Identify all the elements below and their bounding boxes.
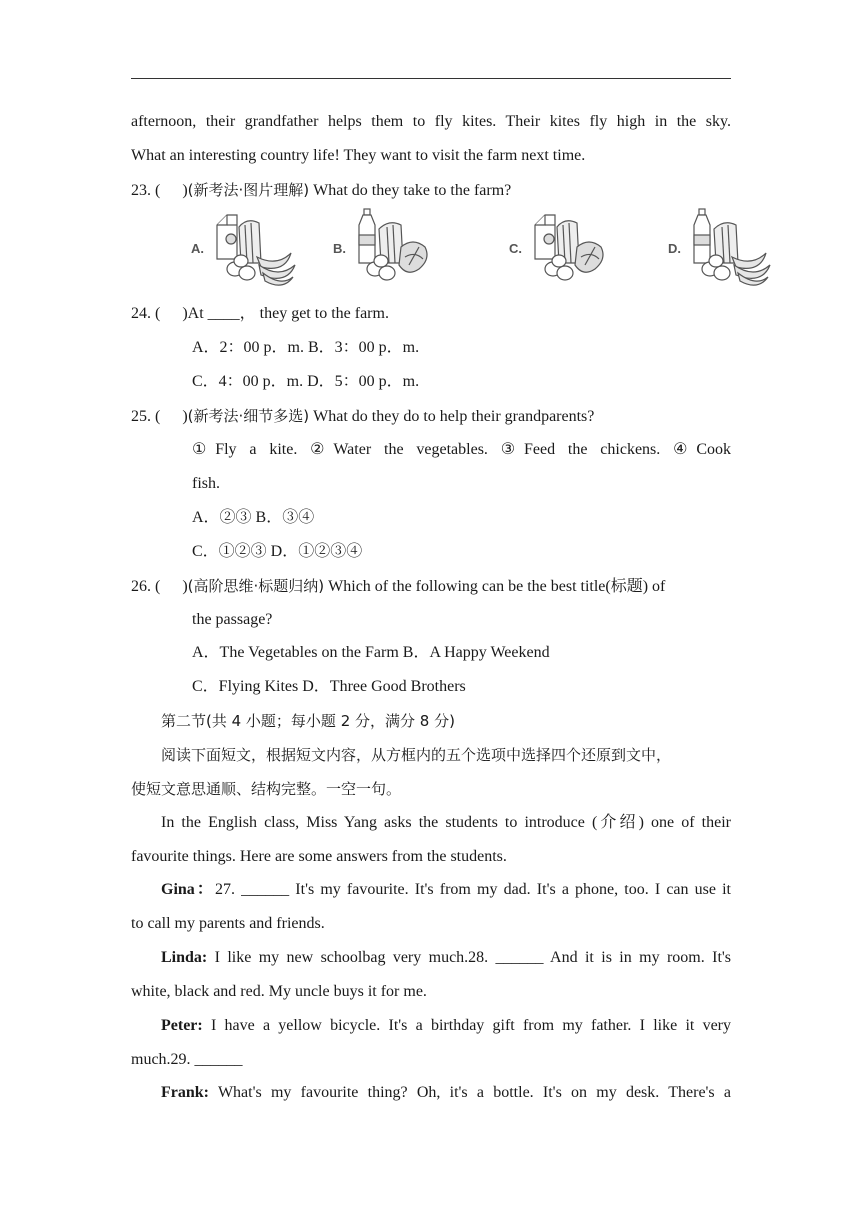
- speaker-name: Peter:: [161, 1017, 203, 1034]
- choices-line: fish.: [192, 475, 220, 492]
- option-label: A.: [191, 241, 204, 256]
- option-a-illustration: [207, 207, 299, 287]
- vegetables-icon: [399, 242, 427, 272]
- passage-line: favourite things. Here are some answers from the students.: [131, 848, 507, 865]
- bananas-icon: [257, 253, 295, 285]
- options-cd: C．Flying Kites D．Three Good Brothers: [192, 678, 466, 695]
- question-tag: (新考法·细节多选): [187, 407, 310, 425]
- picture-option-d: [668, 207, 778, 291]
- question-text: What do they do to help their grandparents?: [309, 408, 595, 425]
- passage-line: white, black and red. My uncle buys it for me.: [131, 983, 427, 1000]
- speaker-gina: [161, 880, 731, 900]
- option-label: C.: [509, 241, 522, 256]
- option-d-illustration: [684, 207, 776, 287]
- question-number: 23. (: [131, 182, 161, 199]
- question-23: [131, 180, 511, 201]
- speaker-name: Linda:: [161, 949, 208, 966]
- options-ab: A．The Vegetables on the Farm B．A Happy Weekend: [192, 644, 550, 661]
- passage-line: In the English class, Miss Yang asks the students to introduce (介绍) one of their: [161, 814, 731, 831]
- question-number: 26. (: [131, 578, 161, 595]
- instructions-line: 阅读下面短文，根据短文内容，从方框内的五个选项中选择四个还原到文中，: [161, 746, 672, 764]
- choices-line: ①Fly a kite. ②Water the vegetables. ③Feed the chickens. ④Cook: [192, 441, 731, 458]
- question-number: 25. (: [131, 408, 161, 425]
- options-ab: A．2：00 p．m. B．3：00 p．m.: [192, 339, 420, 356]
- speaker-name: Frank:: [161, 1084, 209, 1101]
- header-rule: [131, 78, 731, 79]
- bottle-icon: [694, 209, 710, 263]
- vegetables-icon: [575, 242, 603, 272]
- speaker-text: I have a yellow bicycle. It's a birthday gift from my father. I like it very: [202, 1017, 731, 1034]
- options-ab: A．②③ B．③④: [192, 509, 315, 526]
- speaker-name: Gina：: [161, 881, 216, 898]
- speaker-text: What's my favourite thing? Oh, it's a bottle. It's on my desk. There's a: [209, 1084, 731, 1101]
- option-label: B.: [333, 241, 346, 256]
- instructions-line: 使短文意思通顺、结构完整。一空一句。: [131, 780, 402, 798]
- options-cd: C．4：00 p．m. D．5：00 p．m.: [192, 373, 420, 390]
- answer-paren: ): [182, 578, 188, 595]
- question-text: )At ____， they get to the farm.: [182, 305, 389, 322]
- question-25: [131, 406, 594, 427]
- answer-paren: ): [182, 408, 188, 425]
- section-heading: 第二节(共 4 小题；每小题 2 分，满分 8 分): [161, 712, 455, 730]
- answer-paren: ): [182, 182, 188, 199]
- question-text: the passage?: [192, 611, 273, 628]
- passage-line: to call my parents and friends.: [131, 915, 325, 932]
- speaker-linda: [161, 948, 731, 968]
- question-tag: (高阶思维·标题归纳): [187, 577, 325, 595]
- picture-option-a: [191, 207, 301, 291]
- question-text: What do they take to the farm?: [309, 182, 512, 199]
- option-b-illustration: [349, 207, 441, 287]
- milk-carton-icon: [217, 215, 237, 259]
- question-24: [131, 304, 389, 324]
- passage-line: much.29. ______: [131, 1051, 243, 1068]
- picture-option-b: [333, 207, 443, 291]
- speaker-text: 27. ______ It's my favourite. It's from my dad. It's a phone, too. I can use it: [215, 881, 731, 898]
- question-text: Which of the following can be the best title(标题) of: [324, 578, 666, 595]
- passage-line: afternoon, their grandfather helps them to fly kites. Their kites fly high in the sky.: [131, 113, 731, 130]
- speaker-text: I like my new schoolbag very much.28. ______ And it is in my room. It's: [207, 949, 731, 966]
- option-label: D.: [668, 241, 681, 256]
- speaker-frank: [161, 1083, 731, 1103]
- options-cd: C．①②③ D．①②③④: [192, 543, 363, 560]
- speaker-peter: [161, 1016, 731, 1036]
- option-c-illustration: [525, 207, 617, 287]
- passage-line: What an interesting country life! They want to visit the farm next time.: [131, 147, 586, 164]
- milk-carton-icon: [535, 215, 555, 259]
- picture-option-c: [509, 207, 619, 291]
- question-tag: (新考法·图片理解): [187, 181, 310, 199]
- question-26: [131, 576, 731, 597]
- bottle-icon: [359, 209, 375, 263]
- question-number: 24. (: [131, 305, 161, 322]
